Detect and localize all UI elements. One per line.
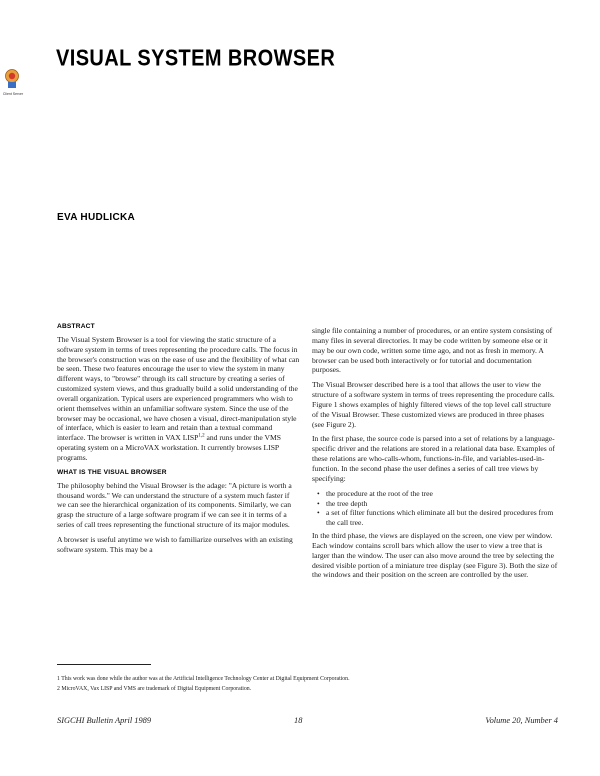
abstract-text: The Visual System Browser is a tool for viewing the static structure of a software system in terms of trees representing the procedure calls. The focus in the browser's construction was on the ease of use and the flexibility of what can be seen. These two features encourage the user to view the system in many different ways, to "browse" through its call structure by creating a series of customized system views, and thus gradually build a solid understanding of the overall organization. Typical users are experienced programmers who wish to orient themselves within an unfamiliar software system. Since the use of the browser may be occasional, we have chosen a visual, direct-manipulation style of interface, which is easier to learn and retain than a textual command interface. The browser is written in VAX LISP bbox=[57, 334, 300, 443]
footnote-1: 1 This work was done while the author was at the Artificial Intelligence Technology Center at Digital Equipment Corporation. bbox=[57, 676, 350, 682]
author-name: EVA HUDLICKA bbox=[57, 212, 136, 223]
abstract-paragraph bbox=[57, 335, 300, 463]
specification-list bbox=[312, 489, 558, 528]
left-column bbox=[57, 322, 300, 560]
right-column bbox=[312, 326, 558, 585]
right-paragraph-2: The Visual Browser described here is a tool that allows the user to view the structure of a software system in terms of trees representing the procedure calls. Figure 1 shows examples of highly filtered views of the top level call structure of the Visual Browser. These customized views are produced in three phases (see Figure 2). bbox=[312, 380, 555, 429]
left-paragraph-1: The philosophy behind the Visual Browser is the adage: "A picture is worth a thousand words." We can understand the structure of a system much faster if we can see the hierarchical organization of its components. Similarly, we can grasp the structure of a large software program if we can see it in terms of a series of call trees representing the functional structure of its major modules. bbox=[57, 480, 292, 530]
abstract-superscript: 1,2 bbox=[198, 433, 205, 439]
section-heading: WHAT IS THE VISUAL BROWSER bbox=[57, 468, 167, 476]
right-paragraph-4: In the third phase, the views are displayed on the screen, one view per window. Each window contains scroll bars which allow the user to view a tree that is larger than the window. The user can also move around the tree by selecting the desired visible portion of a miniature tree display (see Figure 3). Both the size of the windows and their position on the screen are controlled by the user. bbox=[312, 531, 558, 580]
footer-volume: Volume 20, Number 4 bbox=[485, 716, 558, 725]
page-number: 18 bbox=[294, 716, 303, 725]
right-paragraph-3: In the first phase, the source code is parsed into a set of relations by a language-specific driver and the relations are stored in a relational data base. Examples of these relations are who-calls-whom, functions-in-file, and variables-used-in-function. In the second phase the user defines a series of call tree views by specifying: bbox=[312, 434, 555, 483]
list-item: • a set of filter functions which eliminate all but the desired procedures from the call tree. bbox=[326, 508, 558, 528]
abstract-heading: ABSTRACT bbox=[57, 323, 95, 330]
list-item: • the procedure at the root of the tree bbox=[326, 489, 558, 499]
logo-caption: Client Server bbox=[2, 92, 24, 96]
paper-title: VISUAL SYSTEM BROWSER bbox=[56, 46, 336, 72]
footnotes bbox=[57, 674, 557, 694]
list-item: • the tree depth bbox=[326, 499, 558, 509]
left-paragraph-2: A browser is useful anytime we wish to familiarize ourselves with an existing software system. This may be a bbox=[57, 534, 293, 554]
right-paragraph-1: single file containing a number of procedures, or an entire system consisting of many files in several directories. It may be code written by someone else or it may be our own code, written some time ago, and not as fresh in memory. A browser can be used both interactively or for tutorial and documentation purposes. bbox=[312, 326, 553, 375]
footer-journal: SIGCHI Bulletin April 1989 bbox=[57, 716, 152, 725]
page-footer bbox=[57, 716, 558, 728]
footnote-divider bbox=[57, 664, 151, 665]
abstract-text-end: and runs under the VMS operating system on a MicroVAX workstation. It currently browses LISP programs. bbox=[57, 433, 281, 462]
footnote-2: 2 MicroVAX, Vax LISP and VMS are trademark of Digital Equipment Corporation. bbox=[57, 686, 252, 692]
